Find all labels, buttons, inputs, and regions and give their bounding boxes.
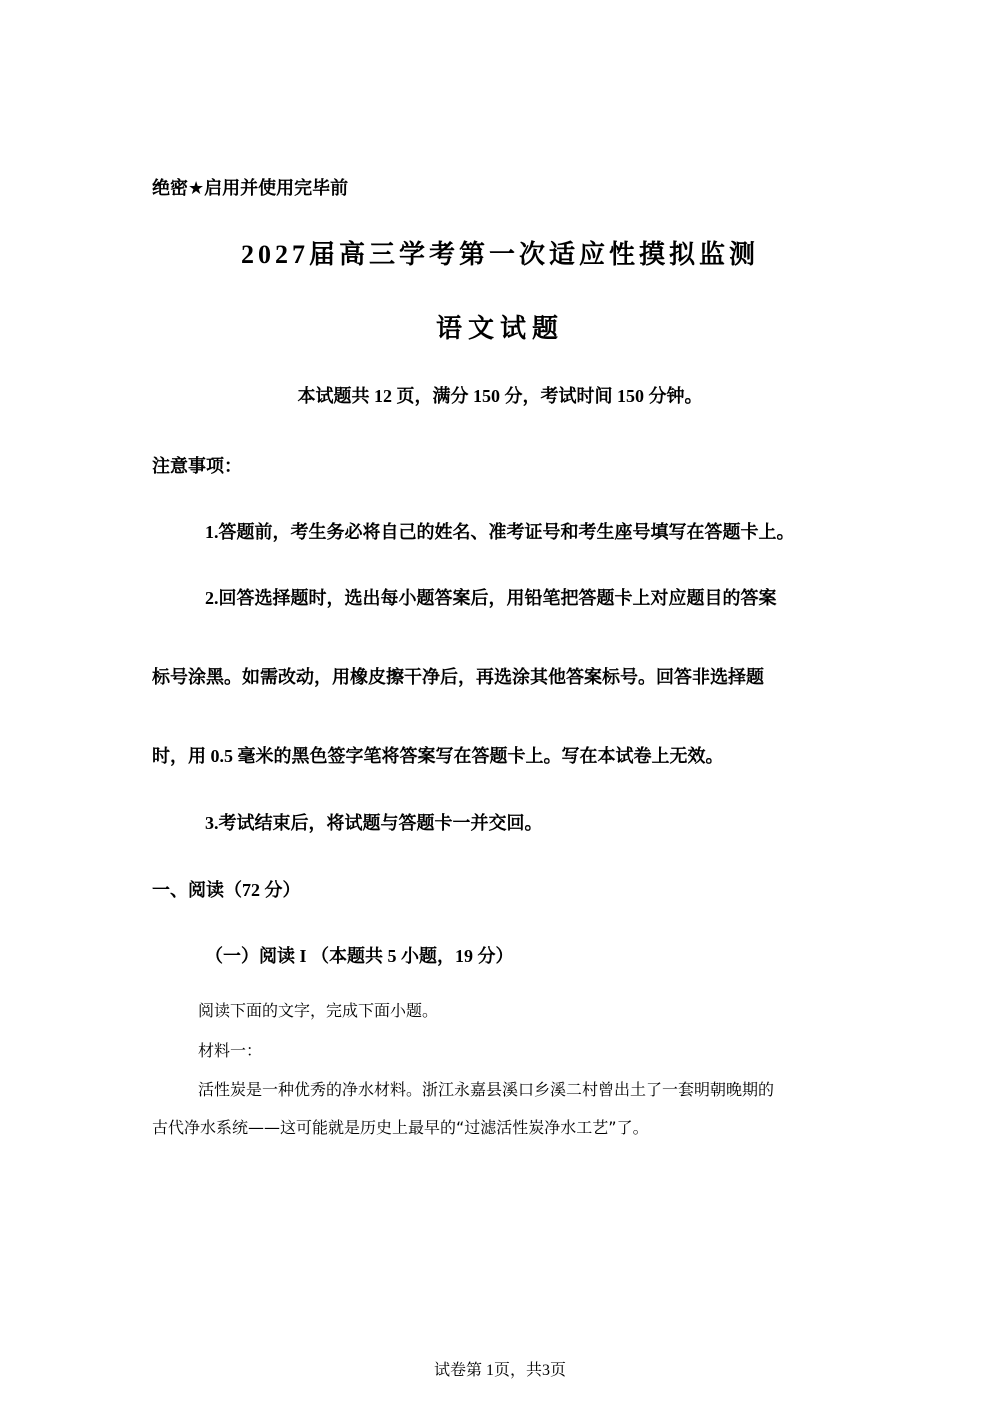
section-heading: 一、阅读（72 分） <box>152 880 301 900</box>
exam-main-title: 2027届高三学考第一次适应性摸拟监测 <box>240 240 759 269</box>
material-paragraph-line-2: 古代净水系统——这可能就是历史上最早的“过滤活性炭净水工艺”了。 <box>152 1118 649 1137</box>
notice-item-3: 3.考试结束后，将试题与答题卡一并交回。 <box>205 813 543 833</box>
notice-item-1: 1.答题前，考生务必将自己的姓名、准考证号和考生座号填写在答题卡上。 <box>205 522 795 542</box>
notice-item-2-line-1: 2.回答选择题时，选出每小题答案后，用铅笔把答题卡上对应题目的答案 <box>205 588 777 608</box>
exam-info: 本试题共 12 页，满分 150 分，考试时间 150 分钟。 <box>297 386 703 406</box>
page-footer: 试卷第 1页，共3页 <box>433 1362 566 1379</box>
subject-title: 语文试题 <box>435 314 564 344</box>
notice-item-2-line-2: 标号涂黑。如需改动，用橡皮擦干净后，再选涂其他答案标号。回答非选择题 <box>152 667 764 687</box>
material-paragraph-line-1: 活性炭是一种优秀的净水材料。浙江永嘉县溪口乡溪二村曾出土了一套明朝晚期的 <box>198 1080 775 1099</box>
reading-instruction: 阅读下面的文字，完成下面小题。 <box>198 1001 439 1020</box>
notice-heading: 注意事项： <box>152 456 242 477</box>
subsection-heading: （一）阅读 I （本题共 5 小题，19 分） <box>205 946 514 966</box>
notice-item-2-line-3: 时，用 0.5 毫米的黑色签字笔将答案写在答题卡上。写在本试卷上无效。 <box>152 746 724 766</box>
secret-label: 绝密★启用并使用完毕前 <box>152 178 349 199</box>
material-label: 材料一： <box>198 1041 263 1060</box>
